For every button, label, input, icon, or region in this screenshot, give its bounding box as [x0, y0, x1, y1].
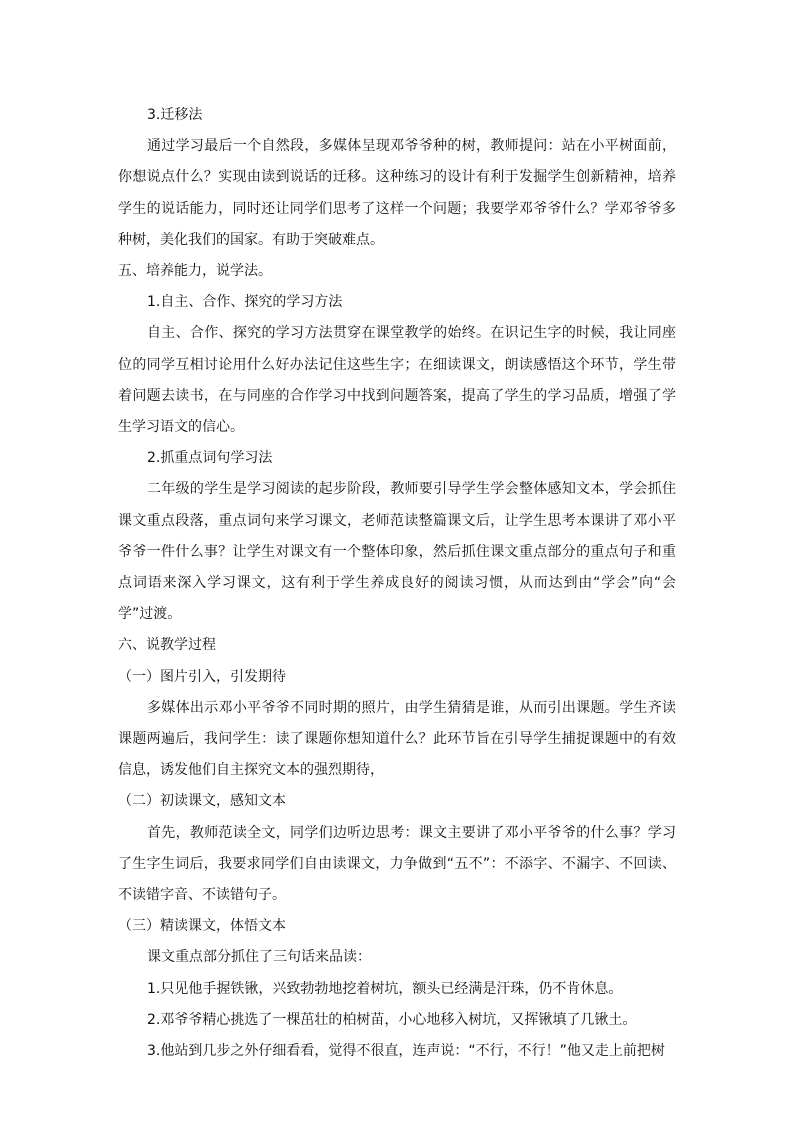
- list-item-3: 3.他站到几步之外仔细看看，觉得不很直，连声说：“不行，不行！”他又走上前把树: [147, 1043, 665, 1060]
- heading-cooperative-method: 1.自主、合作、探究的学习方法: [147, 294, 343, 311]
- heading-transfer-method: 3.迁移法: [147, 107, 203, 123]
- section-heading-5: 五、培养能力，说学法。: [118, 263, 272, 280]
- paragraph-intro: 多媒体出示邓小平爷爷不同时期的照片，由学生猜猜是谁，从而引出课题。学生齐读课题两遍后，我问学生：读了课题你想知道什么？此环节旨在引导学生捕捉课题中的有效信息，诱发他们自主探究文本的强烈期待，: [118, 699, 676, 779]
- list-item-1: 1.只见他手握铁锹，兴致勃勃地挖着树坑，额头已经满是汗珠，仍不肯休息。: [147, 980, 623, 997]
- section-heading-6: 六、说教学过程: [118, 637, 216, 654]
- heading-keyword-method: 2.抓重点词句学习法: [147, 450, 273, 467]
- paragraph-close-reading: 课文重点部分抓住了三句话来品读：: [147, 949, 371, 966]
- subheading-2: （二）初读课文，感知文本: [118, 793, 286, 810]
- list-item-2: 2.邓爷爷精心挑选了一棵茁壮的柏树苗，小心地移入树坑，又挥锹填了几锹土。: [147, 1011, 637, 1028]
- paragraph-first-reading: 首先，教师范读全文，同学们边听边思考：课文主要讲了邓小平爷爷的什么事？学习了生字生词后，我要求同学们自由读课文，力争做到“五不”：不添字、不漏字、不回读、不读错字音、不读错句子。: [118, 824, 676, 904]
- paragraph-cooperative-method: 自主、合作、探究的学习方法贯穿在课堂教学的始终。在识记生字的时候，我让同座位的同学互相讨论用什么好办法记住这些生字；在细读课文，朗读感悟这个环节，学生带着问题去读书，在与同座的合作学习中找到问题答案，提高了学生的学习品质，增强了学生学习语文的信心。: [118, 325, 676, 436]
- document-body: [118, 100, 676, 1067]
- paragraph-transfer-method: 通过学习最后一个自然段，多媒体呈现邓爷爷种的树，教师提问：站在小平树面前，你想说点什么？实现由读到说话的迁移。这种练习的设计有利于发掘学生创新精神，培养学生的说话能力，同时还让同学们思考了这样一个问题；我要学邓爷爷什么？学邓爷爷多种树，美化我们的国家。有助于突破难点。: [118, 138, 676, 248]
- paragraph-keyword-method: 二年级的学生是学习阅读的起步阶段，教师要引导学生学会整体感知文本，学会抓住课文重点段落，重点词句来学习课文，老师范读整篇课文后，让学生思考本课讲了邓小平爷爷一件什么事？让学生对课文有一个整体印象，然后抓住课文重点部分的重点句子和重点词语来深入学习课文，这有利于学生养成良好的阅读习惯，从而达到由“学会”向“会学”过渡。: [118, 481, 676, 623]
- subheading-3: （三）精读课文，体悟文本: [118, 918, 286, 935]
- subheading-1: （一）图片引入，引发期待: [118, 668, 286, 685]
